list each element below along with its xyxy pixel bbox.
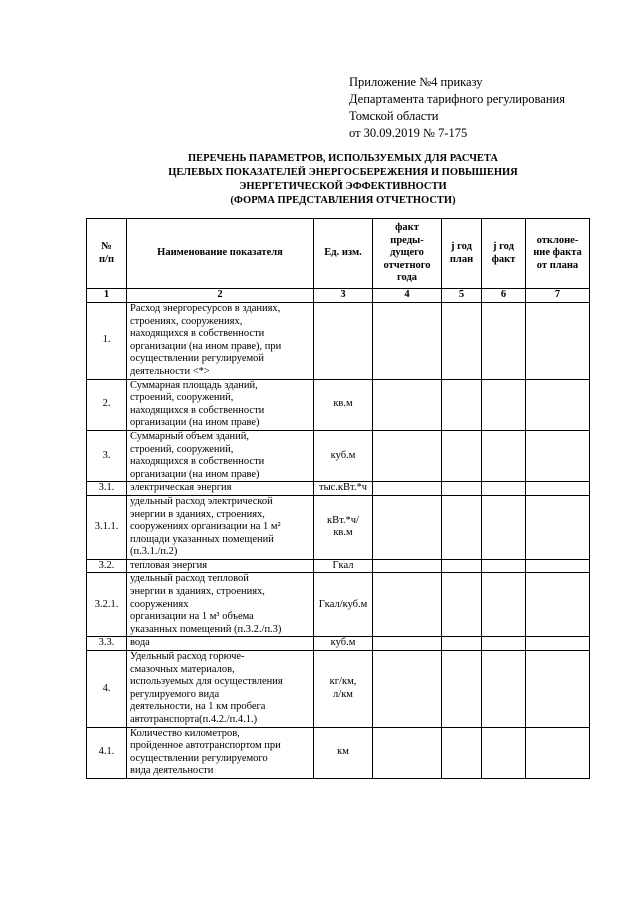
- value-cell[interactable]: [526, 573, 590, 637]
- column-number: 2: [127, 289, 314, 303]
- value-cell[interactable]: [373, 727, 442, 778]
- value-cell[interactable]: [442, 727, 482, 778]
- indicator-name: Удельный расход горюче- смазочных материалов, используемых для осуществления регулируемого вида деятельности, на 1 км пробега автотранспорта(п.4.2./п.4.1.): [127, 651, 314, 728]
- table-row: [87, 379, 590, 430]
- column-number: 3: [314, 289, 373, 303]
- unit: куб.м: [314, 637, 373, 651]
- table-row: [87, 637, 590, 651]
- value-cell[interactable]: [442, 559, 482, 573]
- title-line: ЦЕЛЕВЫХ ПОКАЗАТЕЛЕЙ ЭНЕРГОСБЕРЕЖЕНИЯ И ПОВЫШЕНИЯ: [168, 167, 518, 178]
- header-cell: факт преды- дущего отчетного года: [373, 219, 442, 289]
- table-row: [87, 559, 590, 573]
- value-cell[interactable]: [526, 495, 590, 559]
- table-row: [87, 573, 590, 637]
- unit: км: [314, 727, 373, 778]
- value-cell[interactable]: [373, 573, 442, 637]
- unit: [314, 303, 373, 380]
- table-row: [87, 303, 590, 380]
- unit: Гкал: [314, 559, 373, 573]
- row-number: 3.2.1.: [87, 573, 127, 637]
- indicator-name: удельный расход электрической энергии в зданиях, строениях, сооружениях организации на 1 м² площади указанных помещений (п.3.1./п.2): [127, 495, 314, 559]
- indicator-name: тепловая энергия: [127, 559, 314, 573]
- title-line: ПЕРЕЧЕНЬ ПАРАМЕТРОВ, ИСПОЛЬЗУЕМЫХ ДЛЯ РАСЧЕТА: [188, 153, 498, 164]
- value-cell[interactable]: [442, 573, 482, 637]
- value-cell[interactable]: [373, 637, 442, 651]
- value-cell[interactable]: [482, 637, 526, 651]
- value-cell[interactable]: [373, 482, 442, 496]
- unit: кВт.*ч/ кв.м: [314, 495, 373, 559]
- row-number: 2.: [87, 379, 127, 430]
- value-cell[interactable]: [482, 482, 526, 496]
- indicator-name: вода: [127, 637, 314, 651]
- value-cell[interactable]: [373, 430, 442, 481]
- table-row: [87, 727, 590, 778]
- table-row: [87, 495, 590, 559]
- column-number: 6: [482, 289, 526, 303]
- value-cell[interactable]: [482, 651, 526, 728]
- value-cell[interactable]: [373, 651, 442, 728]
- value-cell[interactable]: [526, 637, 590, 651]
- value-cell[interactable]: [482, 303, 526, 380]
- unit: кг/км, л/км: [314, 651, 373, 728]
- value-cell[interactable]: [442, 651, 482, 728]
- indicator-name: электрическая энергия: [127, 482, 314, 496]
- header-cell: отклоне- ние факта от плана: [526, 219, 590, 289]
- appendix-line: Томской области: [349, 109, 439, 123]
- unit: кв.м: [314, 379, 373, 430]
- value-cell[interactable]: [526, 379, 590, 430]
- unit: тыс.кВт.*ч: [314, 482, 373, 496]
- indicator-name: Суммарная площадь зданий, строений, сооружений, находящихся в собственности организации (на ином праве): [127, 379, 314, 430]
- header-cell: j год факт: [482, 219, 526, 289]
- value-cell[interactable]: [526, 727, 590, 778]
- value-cell[interactable]: [482, 430, 526, 481]
- indicator-name: удельный расход тепловой энергии в зданиях, строениях, сооружениях организации на 1 м³ объема указанных помещений (п.3.2./п.3): [127, 573, 314, 637]
- appendix-line: Приложение №4 приказу: [349, 75, 483, 89]
- value-cell[interactable]: [442, 430, 482, 481]
- value-cell[interactable]: [482, 379, 526, 430]
- row-number: 1.: [87, 303, 127, 380]
- value-cell[interactable]: [526, 559, 590, 573]
- column-number-row: [87, 289, 590, 303]
- value-cell[interactable]: [482, 727, 526, 778]
- table-row: [87, 651, 590, 728]
- indicator-name: Расход энергоресурсов в зданиях, строениях, сооружениях, находящихся в собственности организации (на ином праве), при осуществлении регулируемой деятельности <*>: [127, 303, 314, 380]
- value-cell[interactable]: [526, 430, 590, 481]
- value-cell[interactable]: [482, 559, 526, 573]
- table-row: [87, 482, 590, 496]
- row-number: 3.1.1.: [87, 495, 127, 559]
- table-header-row: [87, 219, 590, 289]
- title-line: ЭНЕРГЕТИЧЕСКОЙ ЭФФЕКТИВНОСТИ: [239, 181, 447, 192]
- row-number: 4.1.: [87, 727, 127, 778]
- value-cell[interactable]: [442, 379, 482, 430]
- column-number: 7: [526, 289, 590, 303]
- header-cell: Наименование показателя: [127, 219, 314, 289]
- value-cell[interactable]: [482, 495, 526, 559]
- title-line: (ФОРМА ПРЕДСТАВЛЕНИЯ ОТЧЕТНОСТИ): [230, 195, 456, 206]
- row-number: 3.3.: [87, 637, 127, 651]
- value-cell[interactable]: [526, 651, 590, 728]
- value-cell[interactable]: [442, 303, 482, 380]
- column-number: 1: [87, 289, 127, 303]
- value-cell[interactable]: [373, 303, 442, 380]
- value-cell[interactable]: [442, 482, 482, 496]
- unit: куб.м: [314, 430, 373, 481]
- header-cell: j год план: [442, 219, 482, 289]
- indicator-name: Количество километров, пройденное автотранспортом при осуществлении регулируемого вида деятельности: [127, 727, 314, 778]
- value-cell[interactable]: [373, 495, 442, 559]
- header-cell: № п/п: [87, 219, 127, 289]
- row-number: 3.1.: [87, 482, 127, 496]
- value-cell[interactable]: [442, 495, 482, 559]
- row-number: 3.: [87, 430, 127, 481]
- column-number: 5: [442, 289, 482, 303]
- value-cell[interactable]: [442, 637, 482, 651]
- column-number: 4: [373, 289, 442, 303]
- row-number: 3.2.: [87, 559, 127, 573]
- indicator-name: Суммарный объем зданий, строений, сооружений, находящихся в собственности организации (на ином праве): [127, 430, 314, 481]
- header-cell: Ед. изм.: [314, 219, 373, 289]
- appendix-header: [349, 74, 565, 142]
- value-cell[interactable]: [526, 482, 590, 496]
- unit: Гкал/куб.м: [314, 573, 373, 637]
- table-row: [87, 430, 590, 481]
- document-title: [118, 152, 568, 208]
- value-cell[interactable]: [373, 559, 442, 573]
- appendix-line: от 30.09.2019 № 7-175: [349, 126, 468, 140]
- appendix-line: Департамента тарифного регулирования: [349, 92, 565, 106]
- value-cell[interactable]: [482, 573, 526, 637]
- value-cell[interactable]: [526, 303, 590, 380]
- value-cell[interactable]: [373, 379, 442, 430]
- row-number: 4.: [87, 651, 127, 728]
- parameters-table: [86, 218, 590, 779]
